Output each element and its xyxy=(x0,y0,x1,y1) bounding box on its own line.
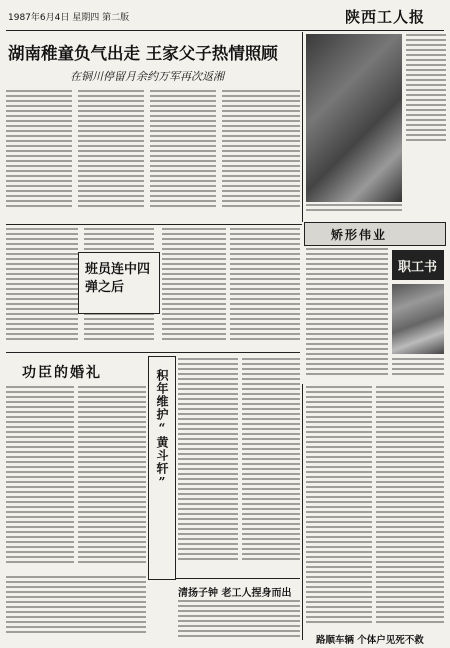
wedding-column-2 xyxy=(78,386,146,570)
date-line: 1987年6月4日 星期四 第二版 xyxy=(8,13,130,23)
wedding-story-title: 功臣的婚礼 xyxy=(22,365,102,381)
feature-photo-2 xyxy=(392,284,444,354)
bottom-right-title: 路顺车辆 个体户见死不救 xyxy=(316,635,424,646)
left-section-text xyxy=(6,228,78,348)
masthead xyxy=(0,0,450,30)
paper-name: 陕西工人报 xyxy=(345,8,426,26)
lead-column-3 xyxy=(150,90,216,214)
photo-caption xyxy=(306,204,402,220)
mid-story-title: 班员连中四弹之后 xyxy=(85,262,151,295)
feature-box xyxy=(304,222,446,246)
lower-mid-column-2 xyxy=(242,358,300,568)
feature-title: 矫形伟业 xyxy=(331,228,388,242)
vertical-column-title: 积年维护“黄斗轩” xyxy=(155,369,169,490)
mid-story-box xyxy=(78,252,160,314)
masthead-rule xyxy=(6,30,444,31)
right-lower-column-2 xyxy=(376,386,444,632)
lower-mid-title: 清扬子钟 老工人捏身而出 xyxy=(178,588,292,599)
lead-subheadline: 在铜川停留月余约万军再次返湘 xyxy=(70,70,224,83)
right-narrow-column xyxy=(406,34,446,144)
wedding-column-1 xyxy=(6,386,74,570)
feature-photo xyxy=(306,34,402,202)
feature-column-2 xyxy=(392,358,444,382)
section-rule-3 xyxy=(176,578,300,579)
vertical-column-box xyxy=(148,356,176,580)
feature-column-1 xyxy=(306,248,388,380)
feature-strip xyxy=(392,250,444,280)
mid-column-text xyxy=(162,228,226,348)
column-divider-2 xyxy=(302,384,303,640)
feature-strip-title: 职工书 xyxy=(398,260,438,275)
column-divider xyxy=(302,32,303,222)
lead-column-4 xyxy=(222,90,300,214)
lead-headline: 湖南稚童负气出走 王家父子热情照顾 xyxy=(8,44,278,63)
section-rule-1 xyxy=(6,224,302,225)
right-lower-column-1 xyxy=(306,386,372,632)
lead-column-2 xyxy=(78,90,144,214)
lead-column-1 xyxy=(6,90,72,214)
section-rule-2 xyxy=(6,352,300,353)
lower-mid-text xyxy=(178,600,300,640)
mid-column-text-2 xyxy=(230,228,300,348)
lead-story xyxy=(6,32,302,222)
lower-left-text xyxy=(6,576,146,640)
lower-mid-column-1 xyxy=(178,358,238,568)
